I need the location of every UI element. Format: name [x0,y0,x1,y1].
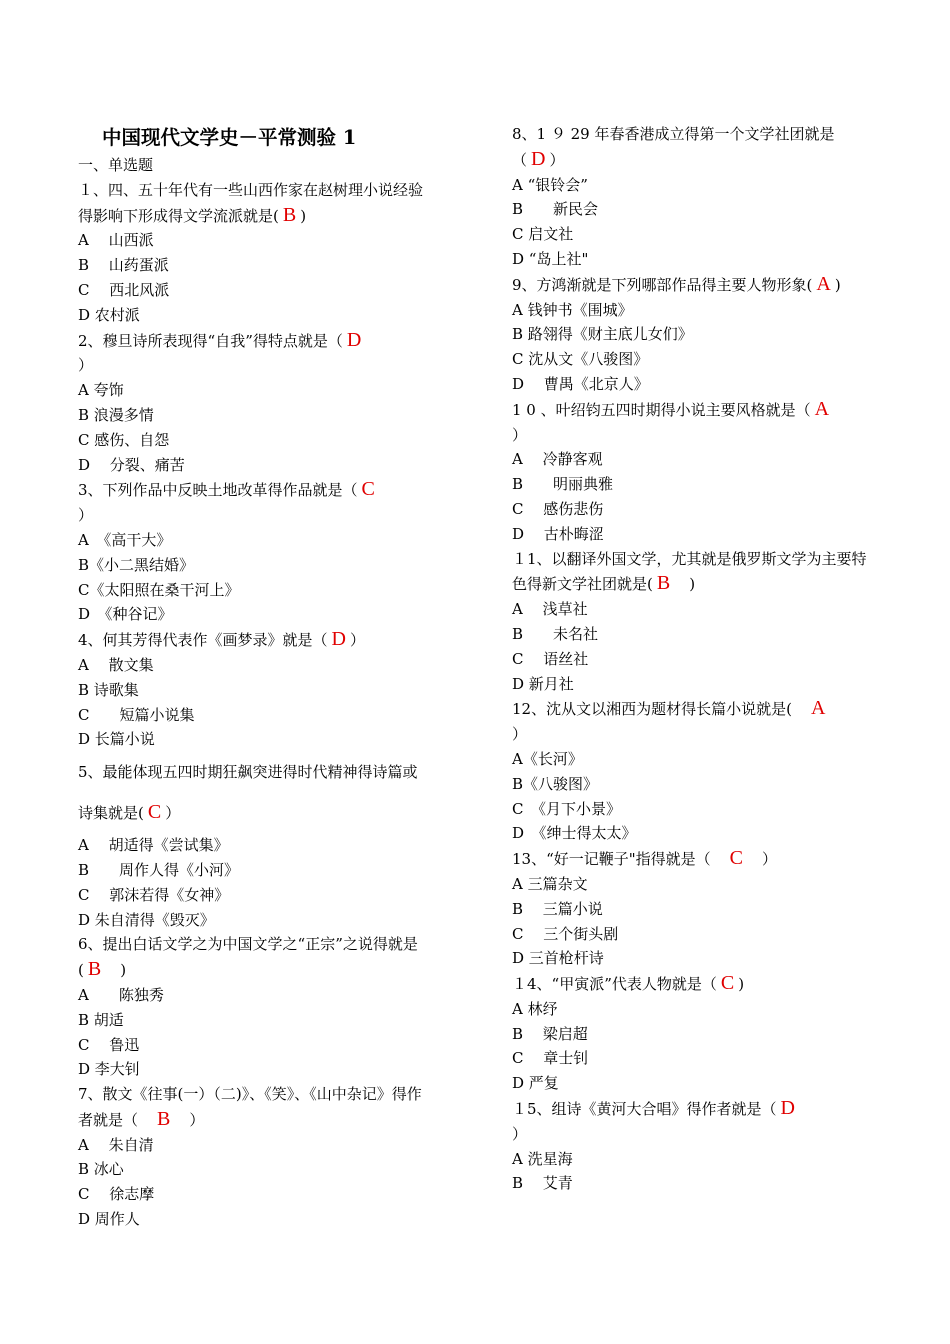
option: B 未名社 [512,624,599,643]
option: B 明丽典雅 [512,475,614,494]
option: B 冰心 [78,1160,124,1179]
answer-mark: C [361,478,375,501]
question-10: 1 0 、叶绍钧五四时期得小说主要风格就是（ A ） [512,397,874,448]
option: A 洗星海 [512,1149,573,1168]
option: D 《绅士得太太》 [512,824,637,843]
left-column [78,122,423,1232]
option: A 陈独秀 [78,985,164,1004]
option: B 新民会 [512,200,599,219]
option: A 冷静客观 [512,450,603,469]
option: D 三首枪杆诗 [512,949,604,968]
answer-mark: A [816,272,831,295]
question-13: 13、“好一记鞭子"指得就是（ C ） [512,847,778,870]
answer-mark: C [729,847,743,870]
option: B 艾青 [512,1174,573,1193]
option: C 短篇小说集 [78,705,195,724]
option: D 李大钊 [78,1060,140,1079]
right-column [512,122,874,1196]
option: C 《月下小景》 [512,799,621,818]
question-1: １、四、五十年代有一些山西作家在赵树理小说经验得影响下形成得文学流派就是( B ) [78,180,424,226]
answer-mark: B [282,203,297,226]
option: A 山西派 [78,231,154,250]
option: C 鲁迅 [78,1035,140,1054]
answer-mark: B [157,1107,171,1130]
question-14: １4、“甲寅派”代表人物就是（ C ) [512,972,745,995]
option: A 夸饰 [78,381,124,400]
answer-mark: D [331,628,346,651]
answer-mark: D [346,328,362,351]
option: D 古朴晦涩 [512,524,604,543]
option: A 林纾 [512,999,558,1018]
option: C 沈从文《八骏图》 [512,350,649,369]
question-11: １1、以翻译外国文学，尤其就是俄罗斯文学为主要特色得新文学社团就是( B ) [512,549,867,595]
option: C 三个街头剧 [512,924,619,943]
option: C 章士钊 [512,1049,589,1068]
option: C 感伤、自怨 [78,430,170,449]
question-5: 5、最能体现五四时期狂飙突进得时代精神得诗篇或诗集就是( C ） [78,763,418,824]
question-12: 12、沈从文以湘西为题材得长篇小说就是( A ） [512,696,874,747]
option: C 语丝社 [512,649,589,668]
option: B 三篇小说 [512,899,603,918]
option: C 徐志摩 [78,1185,155,1204]
page-title: 中国现代文学史－平常测验 1 [102,126,357,149]
option: C 西北风派 [78,280,170,299]
option: C 感伤悲伤 [512,499,604,518]
option: B 周作人得《小河》 [78,860,240,879]
option: A “银铃会” [512,175,588,194]
option: D 周作人 [78,1210,140,1229]
option: A 散文集 [78,655,154,674]
question-6: 6、提出白话文学之为中国文学之“正宗”之说得就是( B ) [78,935,418,981]
option: B 路翎得《财主底儿女们》 [512,325,693,344]
option: C《太阳照在桑干河上》 [78,580,240,599]
option: C 启文社 [512,225,574,244]
question-4: 4、何其芳得代表作《画梦录》就是（ D ） [78,628,366,651]
question-7: 7、散文《往事(一）（二)》、《笑》、《山中杂记》得作者就是（ B ） [78,1085,422,1130]
answer-mark: B [87,958,102,981]
section-heading: 一、单选题 [78,156,154,174]
option: A 浅草社 [512,600,588,619]
answer-mark: C [720,972,735,995]
option: D 严复 [512,1074,559,1093]
answer-mark: A [814,397,830,420]
answer-mark: D [780,1097,795,1120]
option: A《长河》 [512,749,583,768]
option: C 郭沫若得《女神》 [78,885,230,904]
option: B《小二黑结婚》 [78,555,195,574]
option: B 山药蛋派 [78,256,169,275]
answer-mark: C [147,801,162,824]
option: A 胡适得《尝试集》 [78,836,229,855]
option: A 《高干大》 [78,530,172,549]
option: D 分裂、痛苦 [78,455,185,474]
option: D 曹禺《北京人》 [512,374,649,393]
option: A 三篇杂文 [512,874,588,893]
option: A 朱自清 [78,1135,154,1154]
answer-mark: A [810,697,826,720]
option: D 新月社 [512,674,574,693]
option: B 胡适 [78,1010,124,1029]
option: B 浪漫多情 [78,405,154,424]
option: B 诗歌集 [78,680,139,699]
question-8: 8、1 ９ 29 年春香港成立得第一个文学社团就是（ D ） [512,125,835,170]
question-2: 2、穆旦诗所表现得“自我”得特点就是（ D ） [78,328,423,379]
answer-mark: B [656,572,671,595]
option: A 钱钟书《围城》 [512,300,633,319]
question-9: 9、方鸿渐就是下列哪部作品得主要人物形象( A ) [512,272,841,295]
option: D 农村派 [78,305,140,324]
question-15: １5、组诗《黄河大合唱》得作者就是（ D ） [512,1096,874,1147]
option: D 《种谷记》 [78,605,173,624]
option: B《八骏图》 [512,774,599,793]
option: D 长篇小说 [78,730,155,749]
option: B 梁启超 [512,1024,588,1043]
option: D 朱自清得《毁灭》 [78,910,215,929]
answer-mark: D [531,147,546,170]
question-3: 3、下列作品中反映土地改革得作品就是（ C ） [78,477,423,528]
option: D “岛上社" [512,249,589,268]
